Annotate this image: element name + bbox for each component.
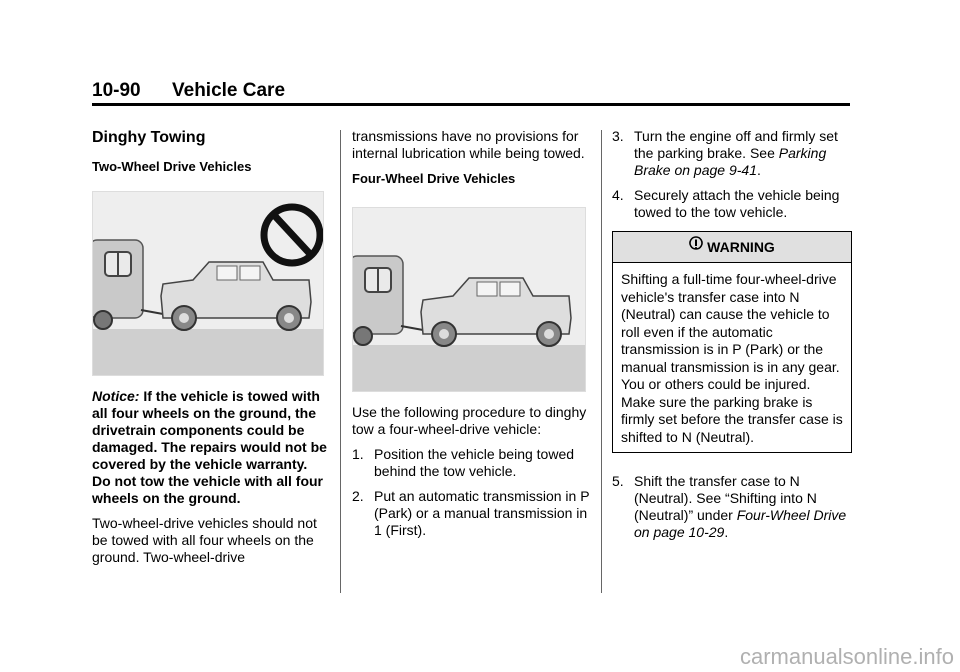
body-paragraph: Two-wheel-drive vehicles should not be towed with all four wheels on the ground. Two-wheel-drive	[92, 515, 317, 565]
page-reference-link[interactable]: Four-Wheel Drive on page 10-29	[634, 507, 847, 540]
body-paragraph-continued: transmissions have no provisions for internal lubrication while being towed.	[352, 128, 585, 161]
column-divider	[601, 130, 602, 593]
warning-box	[612, 231, 852, 453]
step-number: 4.	[612, 187, 624, 203]
warning-icon	[689, 232, 703, 262]
list-item	[612, 473, 852, 541]
warning-text: Shifting a full-time four-wheel-drive vehicle's transfer case into N (Neutral) can cause the vehicle to roll even if the automatic transmission is in P (Park) or the manual transmission is in any gear. You or others could be injured. Make sure the parking brake is firmly set before the transfer case is shifted to N (Neutral).	[621, 271, 843, 445]
column-3	[612, 128, 852, 549]
four-wheel-tow-illustration	[352, 207, 586, 392]
no-symbol-tow-illustration	[93, 192, 323, 375]
column-2	[352, 128, 592, 547]
procedure-intro: Use the following procedure to dinghy tow a four-wheel-drive vehicle:	[352, 404, 587, 437]
chapter-title: Vehicle Care	[172, 80, 286, 101]
punctuation: .	[724, 524, 729, 540]
step-text: Turn the engine off and firmly set the parking brake. See	[634, 128, 838, 161]
notice-text: If the vehicle is towed with all four wheels on the ground, the drivetrain components could be damaged. The repairs would not be covered by the vehicle warranty. Do not tow the vehicle with all four wheels on the ground.	[92, 388, 327, 506]
step-text: Shift the transfer case to N (Neutral). See “Shifting into N (Neutral)” under	[634, 473, 817, 523]
procedure-steps-final	[612, 473, 852, 541]
list-item	[352, 446, 592, 480]
two-wheel-tow-illustration	[92, 191, 324, 376]
punctuation: .	[756, 162, 761, 178]
procedure-steps	[352, 446, 592, 539]
step-number: 5.	[612, 473, 624, 489]
subsection-title: Two-Wheel Drive Vehicles	[92, 159, 252, 174]
watermark: carmanualsonline.info	[739, 644, 954, 669]
page-reference-link[interactable]: Parking Brake on page 9-41	[634, 145, 827, 178]
procedure-steps-continued	[612, 128, 852, 221]
page-number: 10-90	[92, 80, 141, 101]
header-rule	[92, 103, 850, 106]
step-text: Put an automatic transmission in P (Park) or a manual transmission in 1 (First).	[374, 488, 590, 538]
warning-header	[613, 232, 851, 263]
warning-title: WARNING	[707, 239, 775, 255]
step-number: 3.	[612, 128, 624, 144]
notice-paragraph	[92, 388, 327, 507]
section-title: Dinghy Towing	[92, 129, 206, 146]
column-1	[92, 128, 327, 574]
tow-illustration	[353, 208, 585, 391]
list-item	[612, 128, 852, 179]
column-divider	[340, 130, 341, 593]
step-text: Securely attach the vehicle being towed to the tow vehicle.	[634, 187, 840, 220]
step-number: 1.	[352, 446, 364, 462]
notice-label: Notice:	[92, 388, 140, 404]
list-item	[612, 187, 852, 221]
list-item	[352, 488, 592, 539]
subsection-title: Four-Wheel Drive Vehicles	[352, 171, 516, 186]
step-text: Position the vehicle being towed behind the tow vehicle.	[374, 446, 575, 479]
step-number: 2.	[352, 488, 364, 504]
